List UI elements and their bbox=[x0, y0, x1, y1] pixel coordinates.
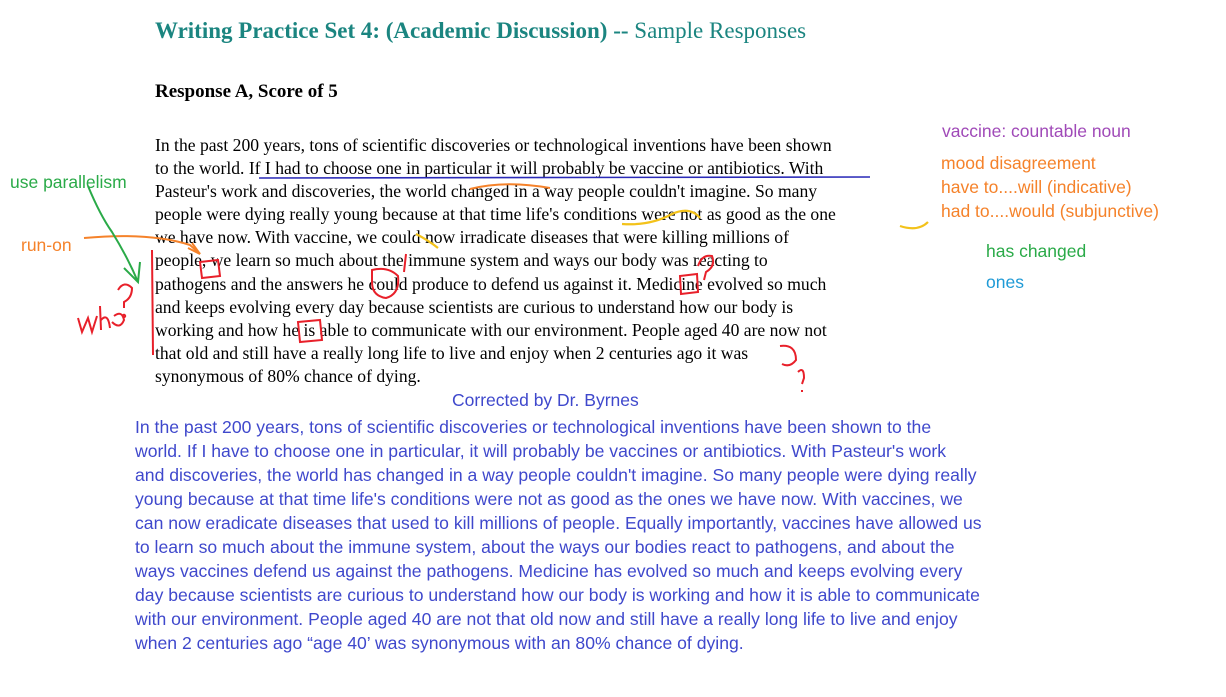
note-has-changed: has changed bbox=[986, 241, 1087, 261]
corrected-line: world. If I have to choose one in particular, it will probably be vaccines or antibiotics. With Pasteur's work bbox=[135, 441, 947, 461]
corrected-line: to learn so much about the immune system, about the ways our bodies react to pathogens, and about the bbox=[135, 537, 955, 557]
corrected-line: and discoveries, the world has changed in a way people couldn't imagine. So many people were dying really bbox=[135, 465, 977, 485]
response-heading: Response A, Score of 5 bbox=[155, 81, 338, 102]
essay-line: people were dying really young because at that time life's conditions were not as good as the one bbox=[155, 204, 836, 225]
essay-line: working and how he is able to communicate with our environment. People aged 40 are now not bbox=[155, 319, 827, 340]
essay-line: In the past 200 years, tons of scientific discoveries or technological inventions have been shown bbox=[155, 135, 832, 155]
note-subjunctive: had to....would (subjunctive) bbox=[941, 201, 1159, 221]
note-mood-disagreement: mood disagreement bbox=[941, 153, 1096, 173]
corrected-line: with our environment. People aged 40 are not that old now and still have a really long life to live and enjoy bbox=[135, 609, 958, 629]
corrected-essay bbox=[135, 415, 1165, 655]
corrected-line: In the past 200 years, tons of scientific discoveries or technological inventions have been shown to the bbox=[135, 417, 932, 437]
essay-line: we have now. With vaccine, we could now irradicate diseases that were killing millions of bbox=[155, 227, 789, 248]
corrected-byline: Corrected by Dr. Byrnes bbox=[452, 390, 639, 410]
corrected-line: young because at that time life's conditions were not as good as the ones we have now. With vaccines, we bbox=[135, 489, 963, 509]
parallelism-arrow bbox=[88, 186, 138, 282]
essay-line: people, we learn so much about the immune system and ways our body was reacting to bbox=[155, 250, 768, 271]
corrected-line: when 2 centuries ago “age 40’ was synonymous with an 80% chance of dying. bbox=[135, 633, 744, 653]
page-title-bold: Writing Practice Set 4: (Academic Discussion) -- bbox=[155, 18, 629, 43]
note-countable-noun: vaccine: countable noun bbox=[942, 121, 1131, 141]
note-run-on: run-on bbox=[21, 235, 72, 255]
parallelism-arrowhead bbox=[124, 262, 140, 282]
corrected-line: ways vaccines defend us against the pathogens. Medicine has evolved so much and keeps evolving every bbox=[135, 561, 963, 581]
essay-line: pathogens and the answers he could produce to defend us against it. Medicine evolved so much bbox=[155, 273, 827, 294]
essay-line: and keeps evolving every day because scientists are curious to understand how our body is bbox=[155, 296, 794, 317]
note-indicative: have to....will (indicative) bbox=[941, 177, 1132, 197]
note-use-parallelism: use parallelism bbox=[10, 172, 127, 192]
corrected-line: can now eradicate diseases that used to kill millions of people. Equally importantly, vaccines have allowed us bbox=[135, 513, 982, 533]
essay-line: synonymous of 80% chance of dying. bbox=[155, 365, 421, 386]
note-ones: ones bbox=[986, 272, 1024, 292]
corrected-line: day because scientists are curious to understand how our body is working and how it is able to communicate bbox=[135, 585, 980, 605]
page-title bbox=[155, 18, 806, 44]
who-scribble bbox=[78, 284, 132, 332]
red-bracket bbox=[152, 250, 153, 355]
original-essay bbox=[155, 134, 945, 388]
page-title-rest: Sample Responses bbox=[634, 18, 807, 43]
essay-line: that old and still have a really long life to live and enjoy when 2 centuries ago it was bbox=[155, 342, 749, 363]
essay-line: to the world. If I had to choose one in particular it will probably be vaccine or antibiotics. With bbox=[155, 158, 824, 179]
essay-line: Pasteur's work and discoveries, the world changed in a way people couldn't imagine. So many bbox=[155, 181, 818, 202]
